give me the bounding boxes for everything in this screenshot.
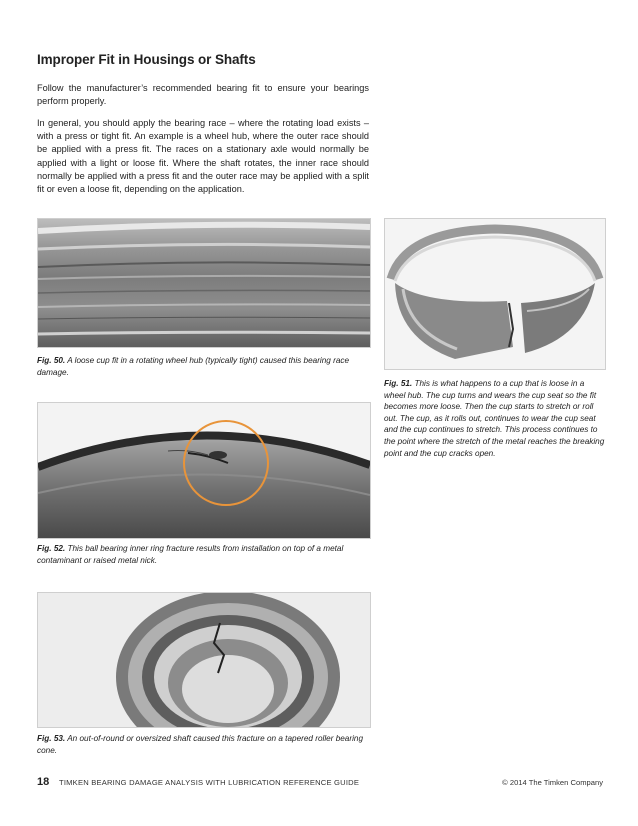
section-title: Improper Fit in Housings or Shafts bbox=[37, 52, 256, 67]
copyright-notice: © 2014 The Timken Company bbox=[502, 778, 603, 787]
body-paragraph: In general, you should apply the bearing race – where the rotating load exists – with a press or tight fit. An example is a wheel hub, where the outer race should be applied with a press fit. The races on a stationary axle would normally be applied with a light or loose fit. Where the shaft rotates, the inner race should normally be applied with a press fit and the outer race may be applied with a split fit or even a loose fit, depending on the application. bbox=[37, 118, 369, 195]
fig53-label: Fig. 53. bbox=[37, 734, 66, 743]
intro-paragraph: Follow the manufacturer’s recommended bearing fit to ensure your bearings perform properly. bbox=[37, 83, 369, 107]
race-damage-image bbox=[38, 219, 370, 347]
fig52-caption bbox=[37, 543, 367, 566]
fig52-label: Fig. 52. bbox=[37, 544, 66, 553]
fig50-caption bbox=[37, 355, 367, 378]
fig52-caption-text: This ball bearing inner ring fracture results from installation on top of a metal contaminant or raised metal nick. bbox=[37, 544, 344, 565]
fig52-photo bbox=[37, 402, 371, 539]
fig51-caption bbox=[384, 378, 606, 459]
page-footer bbox=[37, 778, 603, 792]
fig50-photo bbox=[37, 218, 371, 348]
fig53-photo bbox=[37, 592, 371, 728]
guide-title: TIMKEN BEARING DAMAGE ANALYSIS WITH LUBRICATION REFERENCE GUIDE bbox=[59, 778, 360, 787]
fig51-caption-text: This is what happens to a cup that is loose in a wheel hub. The cup turns and wears the cup seat so the fit becomes more loose. Then the cup starts to stretch or roll out. The cup, as it rolls out, continues to wear the cup seat and the cup continues to stretch. This process continues to the point where the stretch of the metal reaches the breaking point and the cup cracks open. bbox=[384, 379, 605, 458]
fig53-caption-text: An out-of-round or oversized shaft caused this fracture on a tapered roller bearing cone. bbox=[37, 734, 364, 755]
cracked-cup-image bbox=[385, 219, 605, 369]
fig50-label: Fig. 50. bbox=[37, 356, 66, 365]
fig50-caption-text: A loose cup fit in a rotating wheel hub (typically tight) caused this bearing race damage. bbox=[37, 356, 350, 377]
tapered-cone-fracture-image bbox=[38, 593, 370, 727]
fig51-photo bbox=[384, 218, 606, 370]
fig53-caption bbox=[37, 733, 367, 756]
inner-ring-fracture-image bbox=[38, 403, 370, 538]
page-number: 18 bbox=[37, 776, 50, 788]
fig51-label: Fig. 51. bbox=[384, 379, 413, 388]
